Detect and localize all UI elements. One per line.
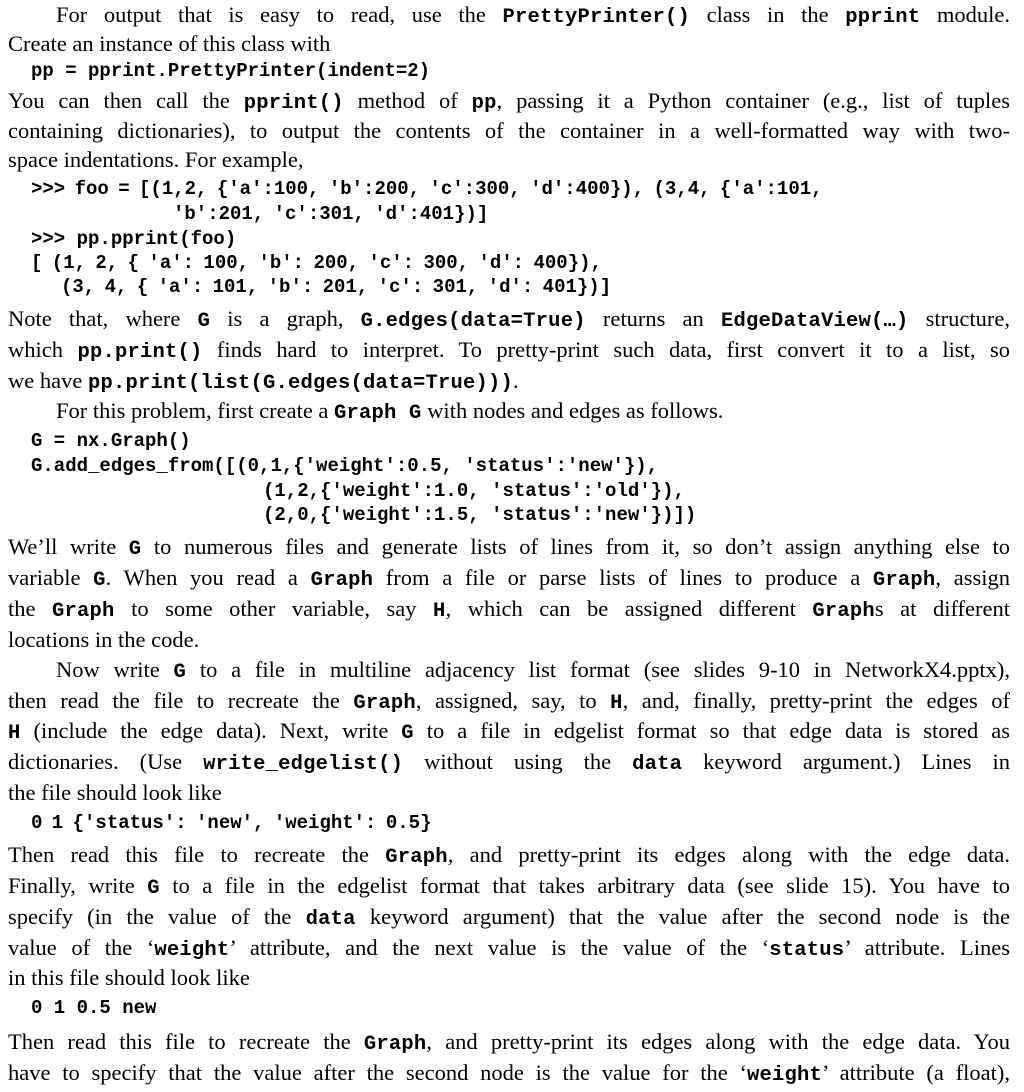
text-line: containing dictionaries), to output the contents of the container in a well-formatted way with two- <box>8 118 1010 143</box>
text-line: Then read this file to recreate the Graph, and pretty-print its edges along with the edge data. You <box>8 1029 1010 1056</box>
code-line: 0 1 0.5 new <box>31 997 157 1019</box>
code-line: (2,0,{'weight':1.5, 'status':'new'})]) <box>263 504 697 526</box>
code-line: >>> pp.pprint(foo) <box>31 228 237 250</box>
text-line: space indentations. For example, <box>8 147 304 172</box>
code-line: >>> foo = [(1,2, {'a':100, 'b':200, 'c':300, 'd':400}), (3,4, {'a':101, <box>31 178 823 200</box>
text-line: Then read this file to recreate the Graph, and pretty-print its edges along with the edge data. <box>8 842 1010 869</box>
text-line: variable G. When you read a Graph from a file or parse lists of lines to produce a Graph, assign <box>8 565 1010 592</box>
text-line: You can then call the pprint() method of pp, passing it a Python container (e.g., list of tuples <box>8 88 1010 115</box>
text-line: we have pp.print(list(G.edges(data=True))). <box>8 368 519 395</box>
text-line: Finally, write G to a file in the edgelist format that takes arbitrary data (see slide 15). You have to <box>8 873 1010 900</box>
text-line: the file should look like <box>8 780 222 805</box>
text-line: dictionaries. (Use write_edgelist() without using the data keyword argument.) Lines in <box>8 749 1010 776</box>
text-line: value of the ‘weight’ attribute, and the next value is the value of the ‘status’ attribute. Lines <box>8 935 1010 962</box>
code-line: G = nx.Graph() <box>31 430 191 452</box>
text-line: H (include the edge data). Next, write G to a file in edgelist format so that edge data is stored as <box>8 718 1010 745</box>
text-line: the Graph to some other variable, say H, which can be assigned different Graphs at different <box>8 596 1010 623</box>
text-line: For this problem, first create a Graph G with nodes and edges as follows. <box>56 398 724 425</box>
text-line: which pp.print() finds hard to interpret. To pretty-print such data, first convert it to a list, so <box>8 337 1010 364</box>
text-line: in this file should look like <box>8 965 250 990</box>
code-line: 'b':201, 'c':301, 'd':401})] <box>173 203 489 225</box>
text-line: Now write G to a file in multiline adjacency list format (see slides 9-10 in NetworkX4.pptx), <box>56 657 1010 684</box>
text-line: specify (in the value of the data keyword argument) that the value after the second node is the <box>8 904 1010 931</box>
text-line: then read the file to recreate the Graph, assigned, say, to H, and, finally, pretty-print the edges of <box>8 688 1010 715</box>
text-line: Note that, where G is a graph, G.edges(data=True) returns an EdgeDataView(…) structure, <box>8 306 1010 333</box>
code-line: G.add_edges_from([(0,1,{'weight':0.5, 'status':'new'}), <box>31 455 659 477</box>
code-line: (3, 4, { 'a': 101, 'b': 201, 'c': 301, 'd': 401})] <box>61 276 612 298</box>
code-line: pp = pprint.PrettyPrinter(indent=2) <box>31 60 431 82</box>
text-line: For output that is easy to read, use the PrettyPrinter() class in the pprint module. <box>56 2 1010 29</box>
code-line: 0 1 {'status': 'new', 'weight': 0.5} <box>31 812 432 834</box>
text-line: have to specify that the value after the second node is the value for the ‘weight’ attribute (a float), <box>8 1060 1010 1087</box>
text-line: locations in the code. <box>8 627 200 652</box>
text-line: Create an instance of this class with <box>8 31 331 56</box>
code-line: (1,2,{'weight':1.0, 'status':'old'}), <box>263 480 685 502</box>
text-line: We’ll write G to numerous files and generate lists of lines from it, so don’t assign anything else to <box>8 534 1010 561</box>
code-line: [ (1, 2, { 'a': 100, 'b': 200, 'c': 300, 'd': 400}), <box>31 252 602 274</box>
